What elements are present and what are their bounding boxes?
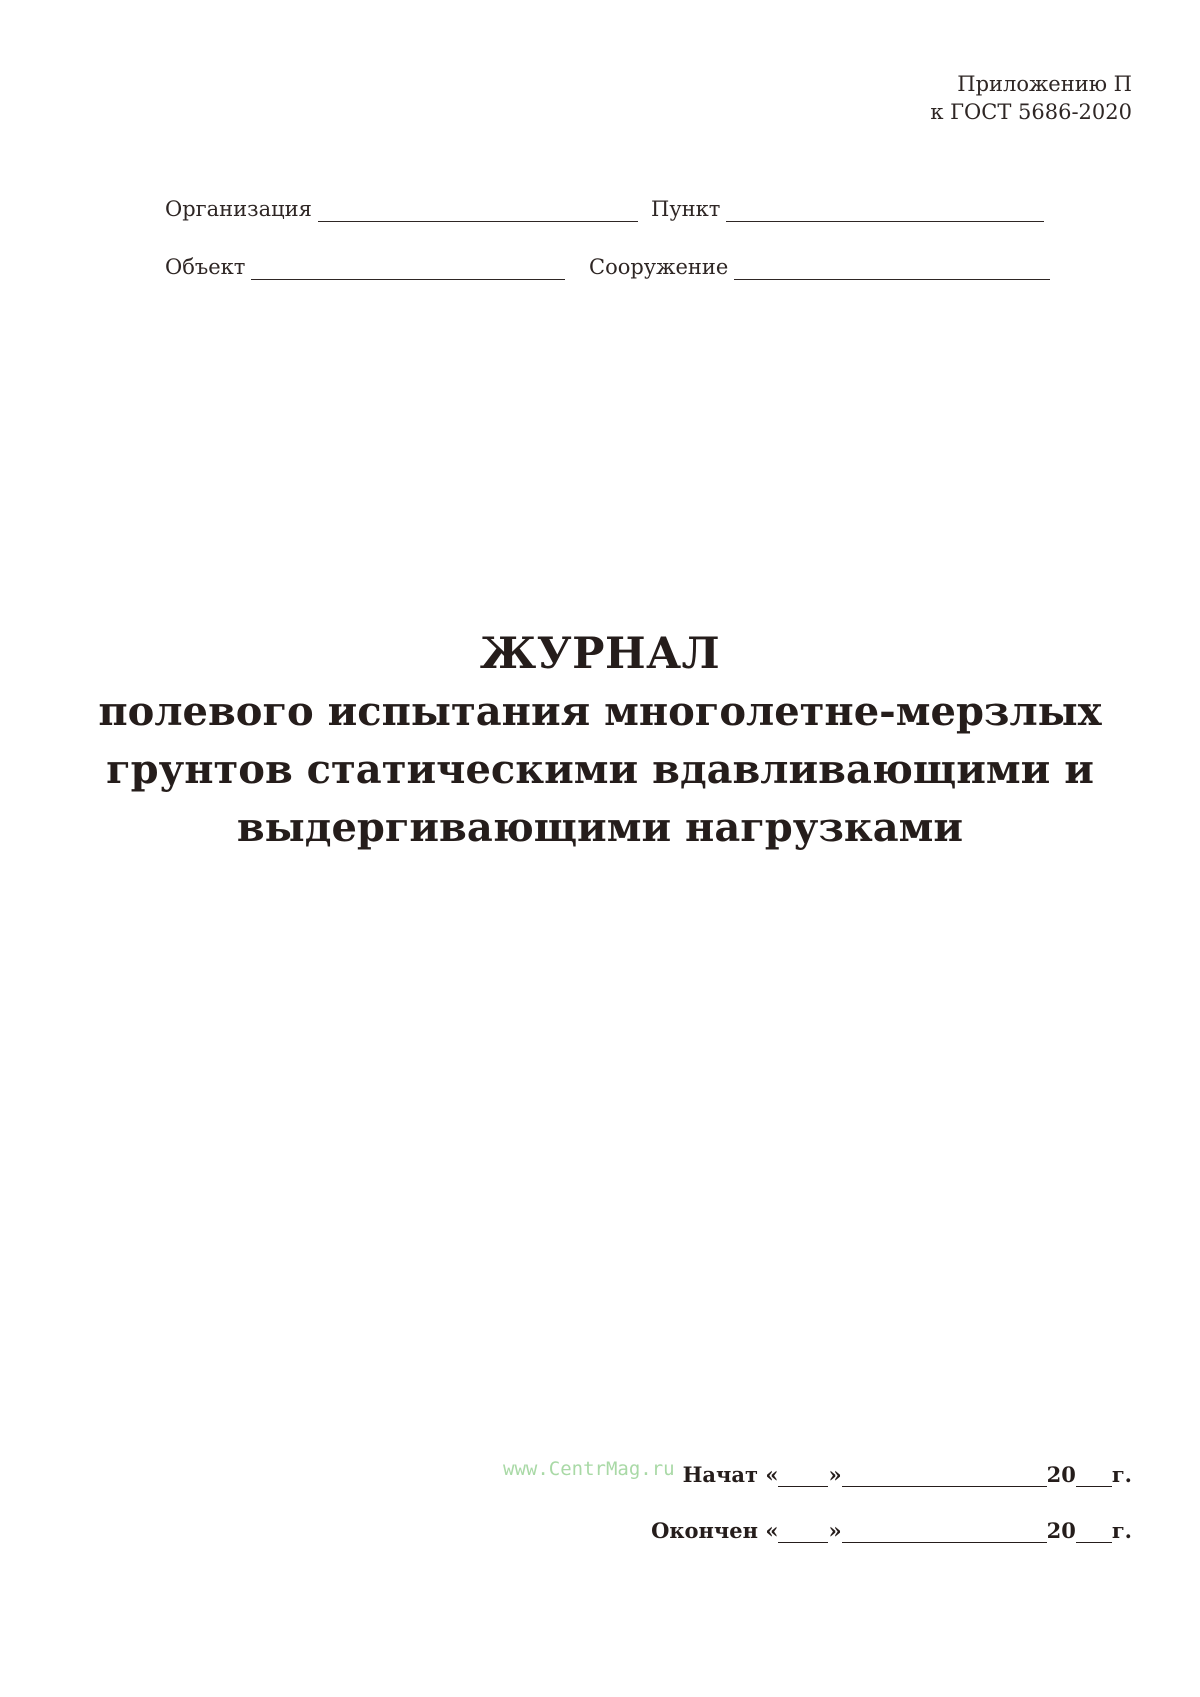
title-line-1: полевого испытания многолетне-мерзлых <box>98 688 1102 735</box>
structure-field <box>589 254 1050 280</box>
fields-row-1 <box>165 196 1065 226</box>
title-main: ЖУРНАЛ <box>479 629 721 679</box>
organization-input-line[interactable] <box>318 201 638 222</box>
object-input-line[interactable] <box>251 259 565 280</box>
finished-label: Окончен « <box>651 1518 779 1543</box>
finished-close-quote: » <box>828 1518 842 1543</box>
structure-label: Сооружение <box>589 255 729 279</box>
started-year-prefix: 20 <box>1046 1462 1076 1487</box>
finished-month-line[interactable] <box>842 1523 1047 1543</box>
fields-row-2 <box>165 254 1065 284</box>
title-line-3: выдергивающими нагрузками <box>236 804 964 851</box>
started-label: Начат « <box>682 1462 779 1487</box>
journal-title <box>0 625 1200 857</box>
started-month-line[interactable] <box>842 1467 1047 1487</box>
organization-field <box>165 196 638 222</box>
appendix-reference <box>930 70 1132 126</box>
watermark: www.CentrMag.ru <box>503 1458 675 1480</box>
point-input-line[interactable] <box>726 201 1044 222</box>
title-line-2: грунтов статическими вдавливающими и <box>106 746 1094 793</box>
organization-label: Организация <box>165 197 312 221</box>
structure-input-line[interactable] <box>734 259 1050 280</box>
finished-year-line[interactable] <box>1076 1523 1112 1543</box>
started-day-line[interactable] <box>778 1467 828 1487</box>
started-year-line[interactable] <box>1076 1467 1112 1487</box>
finished-year-suffix: г. <box>1111 1518 1132 1543</box>
started-date-row <box>683 1462 1132 1487</box>
appendix-line-2: к ГОСТ 5686-2020 <box>930 100 1132 124</box>
finished-year-prefix: 20 <box>1046 1518 1076 1543</box>
object-label: Объект <box>165 255 246 279</box>
object-field <box>165 254 565 280</box>
appendix-line-1: Приложению П <box>957 72 1132 96</box>
finished-day-line[interactable] <box>778 1523 828 1543</box>
started-close-quote: » <box>828 1462 842 1487</box>
finished-date-row <box>651 1518 1132 1543</box>
started-year-suffix: г. <box>1111 1462 1132 1487</box>
point-label: Пункт <box>651 197 721 221</box>
point-field <box>651 196 1044 222</box>
